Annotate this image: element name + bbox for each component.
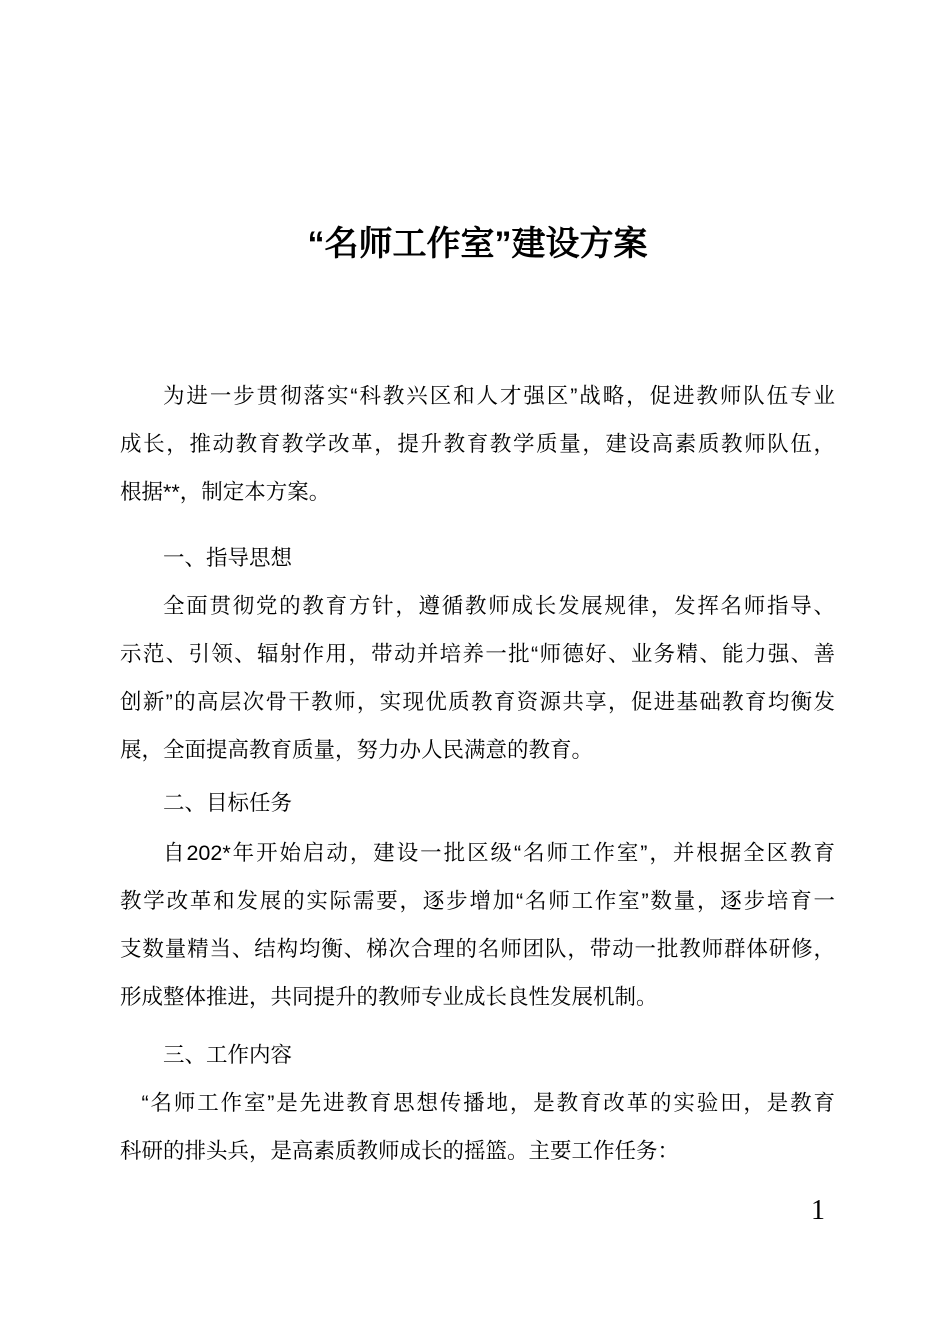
text-line: 展，全面提高教育质量，努力办人民满意的教育。 bbox=[120, 738, 594, 762]
text-line: 根据**，制定本方案。 bbox=[120, 480, 331, 504]
document-title: “名师工作室”建设方案 bbox=[307, 225, 648, 263]
text-line: 形成整体推进，共同提升的教师专业成长良性发展机制。 bbox=[120, 985, 658, 1009]
body-paragraph bbox=[120, 372, 835, 516]
text-line: 为进一步贯彻落实“科教兴区和人才强区”战略，促进教师队伍专业 bbox=[163, 384, 835, 408]
section-heading: 三、工作内容 bbox=[163, 1043, 293, 1067]
text-line: 自202*年开始启动，建设一批区级“名师工作室”，并根据全区教育 bbox=[163, 841, 835, 865]
text-line: 全面贯彻党的教育方针，遵循教师成长发展规律，发挥名师指导、 bbox=[163, 594, 835, 618]
page-footer bbox=[120, 1194, 835, 1228]
page-number: 1 bbox=[811, 1195, 825, 1226]
document-body bbox=[120, 372, 835, 1175]
section-heading: 一、指导思想 bbox=[163, 546, 293, 570]
text-line: 示范、引领、辐射作用，带动并培养一批“师德好、业务精、能力强、善 bbox=[120, 642, 835, 666]
text-line: 教学改革和发展的实际需要，逐步增加“名师工作室”数量，逐步培育一 bbox=[120, 889, 835, 913]
text-line: “名师工作室”是先进教育思想传播地，是教育改革的实验田，是教育 bbox=[141, 1091, 835, 1115]
section-heading: 二、目标任务 bbox=[163, 791, 293, 815]
text-line: 支数量精当、结构均衡、梯次合理的名师团队，带动一批教师群体研修， bbox=[120, 937, 835, 961]
text-line: 科研的排头兵，是高素质教师成长的摇篮。主要工作任务： bbox=[120, 1139, 680, 1163]
body-paragraph bbox=[120, 1079, 835, 1175]
body-paragraph bbox=[120, 582, 835, 774]
text-line: 创新”的高层次骨干教师，实现优质教育资源共享，促进基础教育均衡发 bbox=[120, 690, 835, 714]
body-paragraph bbox=[120, 829, 835, 1021]
text-line: 成长，推动教育教学改革，提升教育教学质量，建设高素质教师队伍， bbox=[120, 432, 835, 456]
